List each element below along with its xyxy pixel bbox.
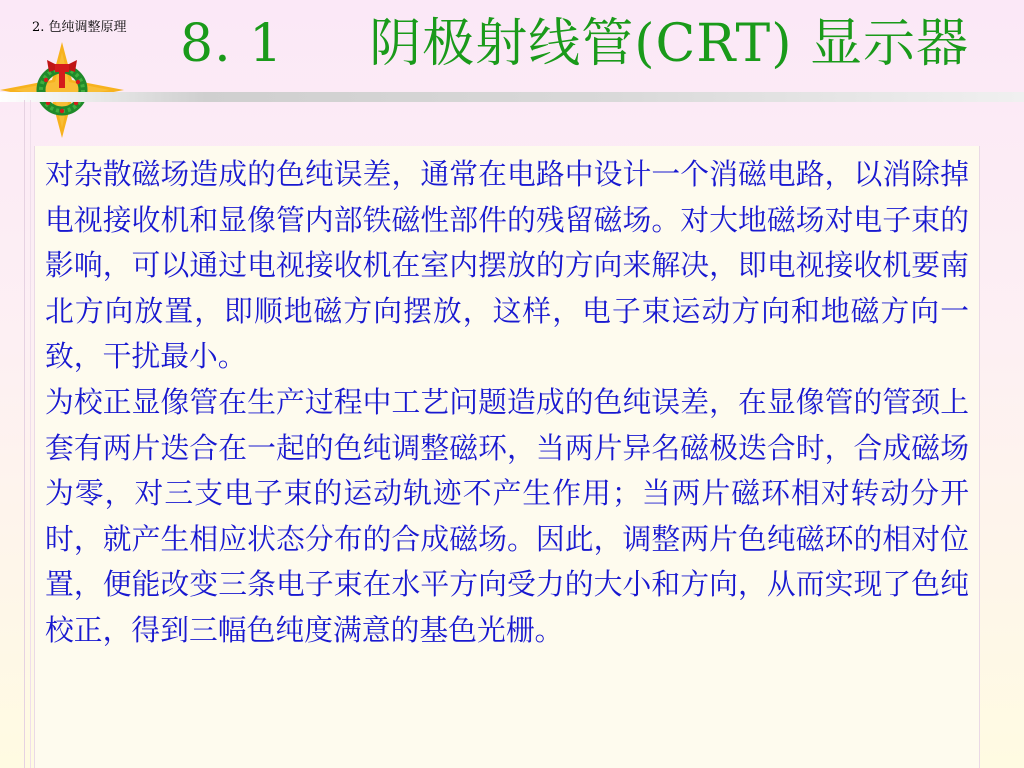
paragraph-degaussing: 对杂散磁场造成的色纯误差，通常在电路中设计一个消磁电路，以消除掉电视接收机和显像管内部铁磁性部件的残留磁场。对大地磁场对电子束的影响，可以通过电视接收机在室内摆放的方向来解决，即电视接收机要南北方向放置，即顺地磁方向摆放，这样，电子束运动方向和地磁方向一致，干扰最小。: [45, 157, 969, 374]
left-rule: [24, 100, 25, 768]
title-text: 阴极射线管(CRT) 显示器: [369, 14, 970, 74]
left-rule-inner: [30, 100, 31, 768]
content-box: [34, 146, 980, 768]
title-number: 8. 1: [180, 14, 284, 74]
title-divider: [0, 92, 1024, 102]
section-label: 2. 色纯调整原理: [32, 20, 127, 35]
paragraph-purity-rings: 为校正显像管在生产过程中工艺问题造成的色纯误差，在显像管的管颈上套有两片迭合在一起的色纯调整磁环，当两片异名磁极迭合时，合成磁场为零，对三支电子束的运动轨迹不产生作用；当两片磁环相对转动分开时，就产生相应状态分布的合成磁场。因此，调整两片色纯磁环的相对位置，便能改变三条电子束在水平方向受力的大小和方向，从而实现了色纯校正，得到三幅色纯度满意的基色光栅。: [45, 384, 969, 647]
star-wreath-icon: [0, 40, 125, 140]
page-title: [180, 6, 1010, 86]
